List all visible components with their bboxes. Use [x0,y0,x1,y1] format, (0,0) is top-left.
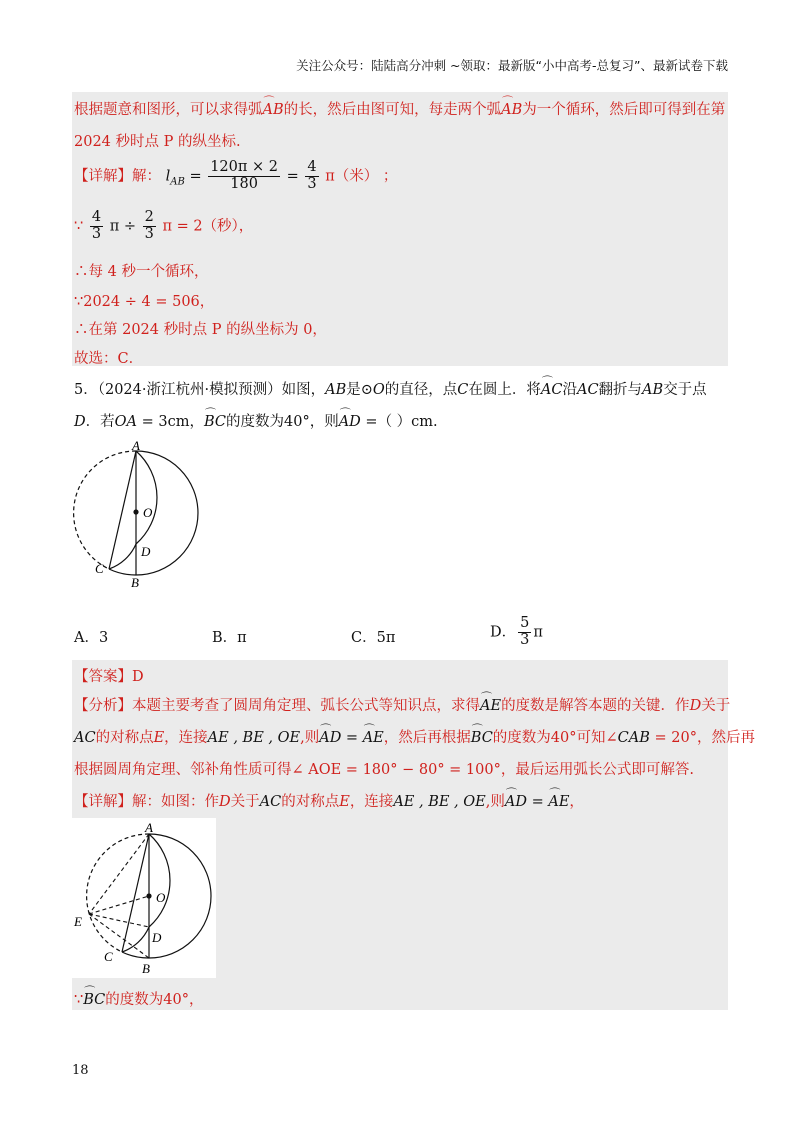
because-symbol: ∵ [74,218,84,235]
text: = [526,794,549,810]
segment-ac: AC [74,730,96,746]
detail-tag: 【详解】解： [74,168,161,185]
text: ，连接 [349,794,394,810]
fraction [208,160,280,193]
arc-ae: ⌒ AE [548,794,569,810]
denominator: 3 [307,175,317,192]
numerator: 5 [520,615,530,631]
label-o: O [143,505,153,520]
text: 在圆上．将 [468,382,541,398]
detail-line-2 [74,988,203,1009]
prev-solution-line-3: 【详解】解： $l_{AB}$ = $\frac{120\pi \times 2}{180}$ = $\frac{4}{3}$ π（米） ； [74,159,398,192]
segments-ae-be-oe: AE , BE , OE [207,730,301,746]
denominator: 3 [144,225,154,242]
analysis-line-3: 根据圆周角定理、邻补角性质可得∠ AOE = 180° − 80° = 100°，最后运用弧长公式即可解答. [74,762,694,778]
arc-ad: ⌒ AD [319,730,341,746]
text: 关于 [230,794,260,810]
text: 的度数为40°， [105,992,204,1008]
text: ,则 [300,730,320,746]
answer-figure [72,818,216,978]
denominator: 3 [520,631,530,648]
question-line-1 [74,378,707,399]
text: 为一个循环，然后即可得到在第 [522,102,726,118]
arc-ac: ⌒ AC [541,382,563,398]
arc-ab: ⌒ AB [263,102,284,118]
arc-ad: ⌒ AD [339,414,361,430]
segment-ac: AC [576,382,599,398]
arc-ad: ⌒ AD [505,794,527,810]
option-b: B．π [212,630,247,646]
text: = [341,730,363,746]
arc-bc: ⌒ BC [83,992,105,1008]
point-e: E [153,730,165,746]
segment-oe [89,896,149,914]
numerator: 4 [307,159,317,175]
arc-ab: ⌒ AB [501,102,522,118]
text: π ÷ [109,218,136,235]
label-c: C [104,949,113,964]
text: π = 2（秒）， [162,218,254,235]
point-d: D [74,414,86,430]
text: 是⊙ [346,382,373,398]
text: 交于点 [663,382,707,398]
arc-bc: ⌒ BC [471,730,493,746]
option-d [490,616,543,649]
text: ．若 [85,414,115,430]
prev-solution-line-4 [74,210,253,243]
segment-de [89,914,149,927]
denominator: 180 [230,175,258,192]
text: 的长，然后由图可知，每走两个弧 [283,102,502,118]
dashed-arc-ac [87,834,149,952]
text: 的度数为40°，则 [226,414,339,430]
segment-oa: OA [114,414,137,430]
label-o: O [156,890,166,905]
text: 【分析】本题主要考查了圆周角定理、弧长公式等知识点，求得 [74,698,480,714]
prev-solution-line-5: ∴每 4 秒一个循环， [74,264,209,280]
point-o: O [372,382,385,398]
text: 关于 [701,698,731,714]
fraction [90,210,103,243]
text: D． [490,624,517,641]
analysis-line-2 [74,726,755,747]
numerator: 2 [144,209,154,225]
text: 的对称点 [281,794,340,810]
fraction [143,210,156,243]
arc-length-subscript: AB [170,176,185,188]
prev-solution-line-2: 2024 秒时点 P 的纵坐标. [74,134,241,150]
fraction [305,160,318,193]
center-point-o [133,509,138,514]
text: 【详解】解：如图：作 [74,794,219,810]
option-c: C．5π [351,630,396,646]
text: 根据题意和图形，可以求得弧 [74,102,263,118]
answer-line: 【答案】D [74,669,144,685]
analysis-line-1 [74,694,730,715]
point-d: D [689,698,702,714]
text: π [533,624,543,641]
segment-ac: AC [259,794,282,810]
label-b: B [142,961,150,976]
text: ，连接 [164,730,208,746]
text: 的直径，点 [384,382,458,398]
label-b: B [131,575,139,590]
label-a: A [145,820,153,835]
arc-length-symbol: l [165,168,171,185]
segments-ae-be-oe: AE , BE , OE [393,794,486,810]
page-number: 18 [72,1063,89,1078]
numerator: 120π × 2 [210,159,279,175]
text: 的度数是解答本题的关键．作 [501,698,690,714]
text: π（米） ； [325,168,398,185]
text: 的度数为40°可知∠ [492,730,618,746]
point-d: D [219,794,231,810]
arc-ae: ⌒ AE [480,698,501,714]
text: =（ ）cm. [360,414,438,430]
label-c: C [95,561,104,576]
segment-ab: AB [325,382,347,398]
label-a: A [132,440,140,453]
text: ，然后再根据 [383,730,471,746]
question-line-2 [74,410,438,431]
label-d: D [152,930,162,945]
text: = 20°，然后再 [649,730,755,746]
prev-solution-line-6: ∵2024 ÷ 4 = 506， [74,294,215,310]
prev-solution-line-8: 故选：C． [74,351,144,367]
dashed-arc-ac [74,451,136,569]
center-point-o [146,893,151,898]
text: ,则 [485,794,505,810]
option-a: A．3 [74,630,109,646]
text: 的对称点 [95,730,154,746]
text: = 3cm， [137,414,204,430]
point-e: E [339,794,350,810]
arc-bc [122,952,149,958]
prev-solution-line-7: ∴在第 2024 秒时点 P 的纵坐标为 0， [74,322,327,338]
prev-solution-line-1 [74,98,725,119]
label-e: E [74,914,82,929]
denominator: 3 [91,225,102,242]
text: ， [569,794,584,810]
angle-cab: CAB [617,730,650,746]
text: 5．（2024·浙江杭州·模拟预测）如图， [74,382,326,398]
segment-ab: AB [642,382,664,398]
numerator: 4 [91,209,102,225]
question-figure [72,440,222,590]
text: 翻折与 [598,382,643,398]
fraction [518,616,531,649]
because-symbol: ∵ [74,992,84,1008]
point-c: C [457,382,469,398]
arc-ae: ⌒ AE [363,730,384,746]
detail-line [74,790,584,811]
label-d: D [141,544,151,559]
arc-bc: ⌒ BC [204,414,226,430]
page-header: 关注公众号：陆陆高分冲刺 ~领取：最新版“小中高考-总复习”、最新试卷下载 [296,58,728,73]
text: 沿 [562,382,577,398]
